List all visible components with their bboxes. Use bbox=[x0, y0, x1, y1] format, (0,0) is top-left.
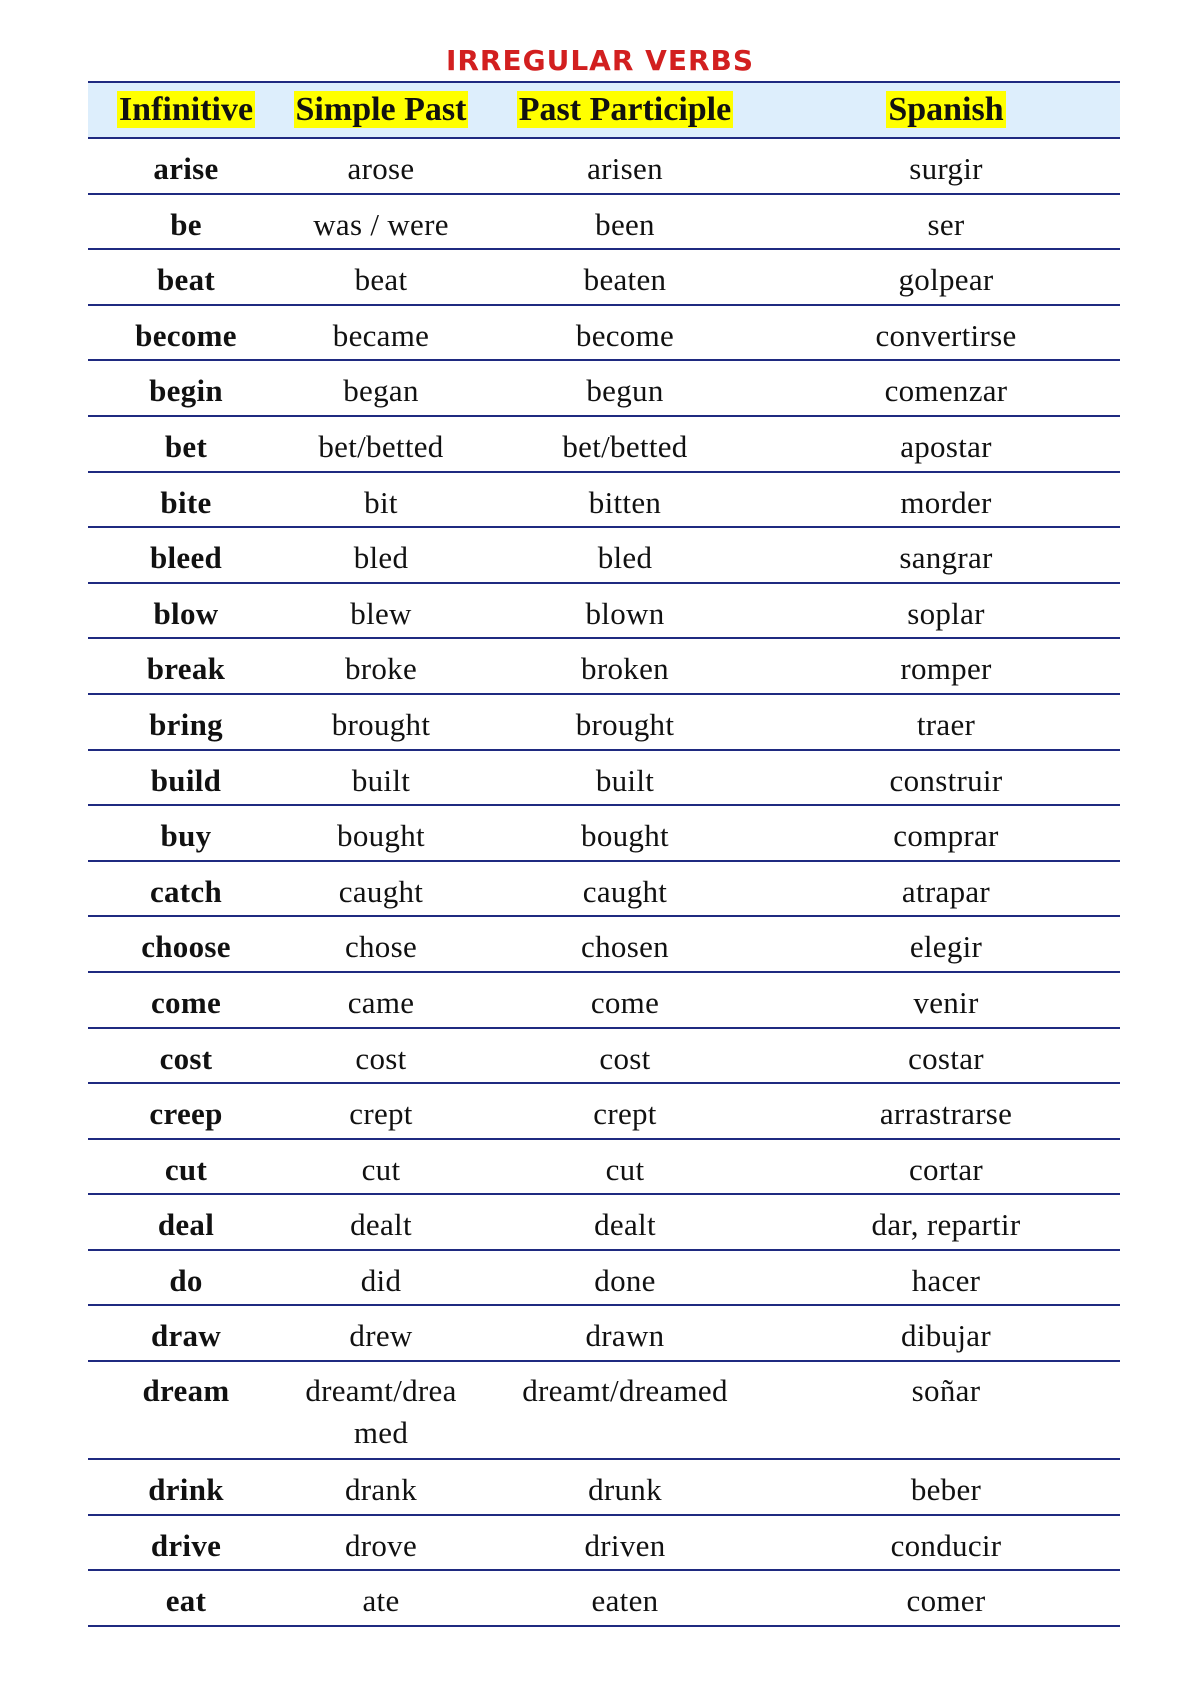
cell-simple-past: bled bbox=[284, 527, 478, 583]
cell-infinitive: break bbox=[88, 638, 284, 694]
cell-simple-past: crept bbox=[284, 1083, 478, 1139]
cell-simple-past: drove bbox=[284, 1515, 478, 1571]
cell-infinitive: catch bbox=[88, 861, 284, 917]
cell-past-participle: come bbox=[478, 972, 772, 1028]
table-row bbox=[88, 1194, 1120, 1250]
table-row bbox=[88, 138, 1120, 194]
cell-spanish: costar bbox=[772, 1028, 1120, 1084]
cell-infinitive: cost bbox=[88, 1028, 284, 1084]
cell-past-participle: begun bbox=[478, 360, 772, 416]
cell-simple-past: began bbox=[284, 360, 478, 416]
cell-infinitive: begin bbox=[88, 360, 284, 416]
cell-spanish: morder bbox=[772, 472, 1120, 528]
cell-past-participle: broken bbox=[478, 638, 772, 694]
cell-simple-past: cut bbox=[284, 1139, 478, 1195]
cell-past-participle: blown bbox=[478, 583, 772, 639]
cell-past-participle: cut bbox=[478, 1139, 772, 1195]
cell-spanish: traer bbox=[772, 694, 1120, 750]
cell-simple-past: built bbox=[284, 750, 478, 806]
cell-past-participle: done bbox=[478, 1250, 772, 1306]
cell-past-participle: caught bbox=[478, 861, 772, 917]
table-row bbox=[88, 750, 1120, 806]
table-body bbox=[88, 138, 1120, 1626]
table-row bbox=[88, 1361, 1120, 1459]
cell-past-participle: bitten bbox=[478, 472, 772, 528]
cell-infinitive: bleed bbox=[88, 527, 284, 583]
table-row bbox=[88, 194, 1120, 250]
cell-past-participle: bought bbox=[478, 805, 772, 861]
cell-simple-past: blew bbox=[284, 583, 478, 639]
cell-infinitive: come bbox=[88, 972, 284, 1028]
cell-past-participle: crept bbox=[478, 1083, 772, 1139]
cell-spanish: elegir bbox=[772, 916, 1120, 972]
cell-simple-past: chose bbox=[284, 916, 478, 972]
table-row bbox=[88, 1515, 1120, 1571]
table-row bbox=[88, 527, 1120, 583]
cell-simple-past: drew bbox=[284, 1305, 478, 1361]
cell-infinitive: drink bbox=[88, 1459, 284, 1515]
cell-infinitive: build bbox=[88, 750, 284, 806]
table-row bbox=[88, 305, 1120, 361]
cell-spanish: cortar bbox=[772, 1139, 1120, 1195]
cell-simple-past: beat bbox=[284, 249, 478, 305]
cell-infinitive: cut bbox=[88, 1139, 284, 1195]
cell-simple-past: bit bbox=[284, 472, 478, 528]
cell-spanish: dar, repartir bbox=[772, 1194, 1120, 1250]
cell-past-participle: bled bbox=[478, 527, 772, 583]
table-row bbox=[88, 694, 1120, 750]
cell-past-participle: arisen bbox=[478, 138, 772, 194]
cell-spanish: dibujar bbox=[772, 1305, 1120, 1361]
cell-past-participle: brought bbox=[478, 694, 772, 750]
table-header bbox=[88, 82, 1120, 138]
cell-past-participle: beaten bbox=[478, 249, 772, 305]
cell-infinitive: bet bbox=[88, 416, 284, 472]
cell-spanish: romper bbox=[772, 638, 1120, 694]
cell-spanish: arrastrarse bbox=[772, 1083, 1120, 1139]
cell-infinitive: do bbox=[88, 1250, 284, 1306]
cell-infinitive: drive bbox=[88, 1515, 284, 1571]
table-row bbox=[88, 1139, 1120, 1195]
cell-infinitive: buy bbox=[88, 805, 284, 861]
cell-infinitive: beat bbox=[88, 249, 284, 305]
cell-infinitive: bring bbox=[88, 694, 284, 750]
cell-past-participle: been bbox=[478, 194, 772, 250]
cell-spanish: sangrar bbox=[772, 527, 1120, 583]
cell-past-participle: chosen bbox=[478, 916, 772, 972]
header-past-participle: Past Participle bbox=[478, 82, 772, 138]
cell-simple-past: did bbox=[284, 1250, 478, 1306]
page-title: IRREGULAR VERBS bbox=[445, 44, 755, 77]
cell-infinitive: be bbox=[88, 194, 284, 250]
header-simple-past: Simple Past bbox=[284, 82, 478, 138]
cell-past-participle: drawn bbox=[478, 1305, 772, 1361]
cell-spanish: ser bbox=[772, 194, 1120, 250]
cell-spanish: golpear bbox=[772, 249, 1120, 305]
cell-infinitive: eat bbox=[88, 1570, 284, 1626]
cell-past-participle: dreamt/dreamed bbox=[478, 1361, 772, 1459]
table-row bbox=[88, 805, 1120, 861]
cell-infinitive: draw bbox=[88, 1305, 284, 1361]
table-row bbox=[88, 1250, 1120, 1306]
cell-spanish: hacer bbox=[772, 1250, 1120, 1306]
cell-spanish: comprar bbox=[772, 805, 1120, 861]
cell-past-participle: cost bbox=[478, 1028, 772, 1084]
cell-simple-past: caught bbox=[284, 861, 478, 917]
table-row bbox=[88, 1305, 1120, 1361]
cell-spanish: beber bbox=[772, 1459, 1120, 1515]
header-infinitive: Infinitive bbox=[88, 82, 284, 138]
table-row bbox=[88, 1459, 1120, 1515]
cell-infinitive: deal bbox=[88, 1194, 284, 1250]
table-row bbox=[88, 638, 1120, 694]
cell-simple-past: broke bbox=[284, 638, 478, 694]
cell-past-participle: dealt bbox=[478, 1194, 772, 1250]
cell-spanish: convertirse bbox=[772, 305, 1120, 361]
cell-spanish: surgir bbox=[772, 138, 1120, 194]
cell-infinitive: choose bbox=[88, 916, 284, 972]
cell-simple-past: dreamt/drea med bbox=[284, 1361, 478, 1459]
cell-simple-past: ate bbox=[284, 1570, 478, 1626]
table-row bbox=[88, 249, 1120, 305]
cell-spanish: conducir bbox=[772, 1515, 1120, 1571]
cell-simple-past: bet/betted bbox=[284, 416, 478, 472]
cell-past-participle: eaten bbox=[478, 1570, 772, 1626]
cell-past-participle: driven bbox=[478, 1515, 772, 1571]
cell-infinitive: bite bbox=[88, 472, 284, 528]
table-row bbox=[88, 1028, 1120, 1084]
cell-spanish: venir bbox=[772, 972, 1120, 1028]
table-row bbox=[88, 583, 1120, 639]
cell-spanish: atrapar bbox=[772, 861, 1120, 917]
table-row bbox=[88, 360, 1120, 416]
cell-past-participle: bet/betted bbox=[478, 416, 772, 472]
cell-spanish: soñar bbox=[772, 1361, 1120, 1459]
irregular-verbs-table bbox=[88, 81, 1120, 1627]
cell-past-participle: drunk bbox=[478, 1459, 772, 1515]
table-row bbox=[88, 416, 1120, 472]
cell-simple-past: drank bbox=[284, 1459, 478, 1515]
cell-spanish: construir bbox=[772, 750, 1120, 806]
cell-infinitive: become bbox=[88, 305, 284, 361]
cell-simple-past: cost bbox=[284, 1028, 478, 1084]
cell-infinitive: arise bbox=[88, 138, 284, 194]
cell-infinitive: dream bbox=[88, 1361, 284, 1459]
table-row bbox=[88, 916, 1120, 972]
cell-simple-past: bought bbox=[284, 805, 478, 861]
cell-simple-past: dealt bbox=[284, 1194, 478, 1250]
header-spanish: Spanish bbox=[772, 82, 1120, 138]
cell-spanish: apostar bbox=[772, 416, 1120, 472]
header-row bbox=[88, 82, 1120, 138]
table-row bbox=[88, 1570, 1120, 1626]
cell-infinitive: blow bbox=[88, 583, 284, 639]
table-row bbox=[88, 1083, 1120, 1139]
cell-past-participle: become bbox=[478, 305, 772, 361]
cell-spanish: comer bbox=[772, 1570, 1120, 1626]
cell-infinitive: creep bbox=[88, 1083, 284, 1139]
cell-spanish: comenzar bbox=[772, 360, 1120, 416]
table-row bbox=[88, 861, 1120, 917]
cell-simple-past: was / were bbox=[284, 194, 478, 250]
table-row bbox=[88, 472, 1120, 528]
table-row bbox=[88, 972, 1120, 1028]
cell-past-participle: built bbox=[478, 750, 772, 806]
cell-spanish: soplar bbox=[772, 583, 1120, 639]
cell-simple-past: arose bbox=[284, 138, 478, 194]
cell-simple-past: brought bbox=[284, 694, 478, 750]
cell-simple-past: came bbox=[284, 972, 478, 1028]
cell-simple-past: became bbox=[284, 305, 478, 361]
